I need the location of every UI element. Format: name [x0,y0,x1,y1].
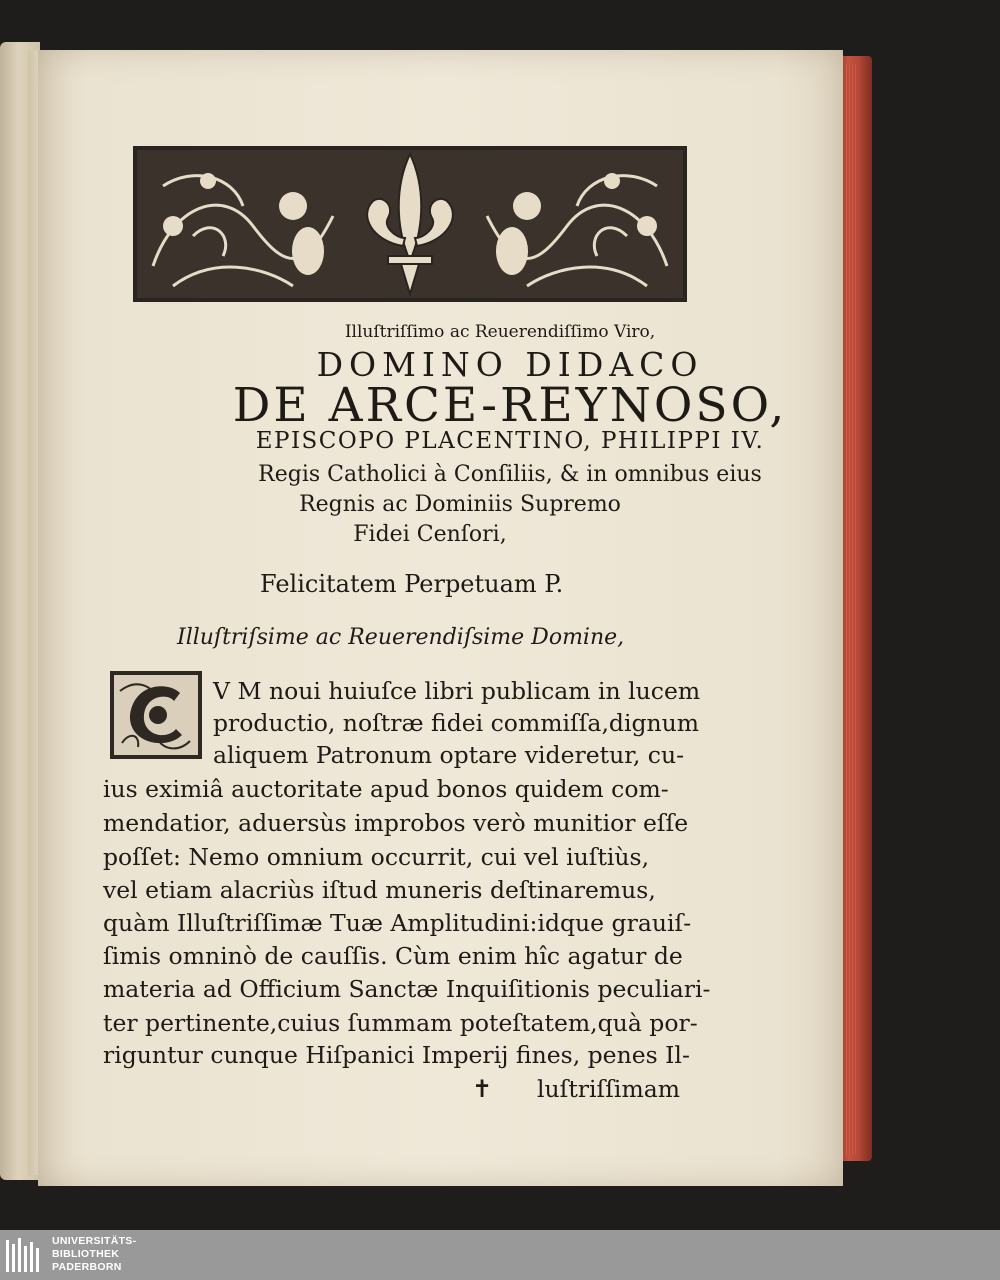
body-line-6: poſſet: Nemo omnium occurrit, cui vel iuſtiùs, [103,843,650,871]
library-name-line3: PADERBORN [52,1261,122,1273]
library-name [52,1235,252,1274]
dedicatee-title: EPISCOPO PLACENTINO, PHILIPPI IV. [255,428,765,454]
address-line: Illuſtriſsime ac Reuerendiſsime Domine, [177,625,625,650]
library-name-line2: BIBLIOTHEK [52,1248,120,1260]
body-line-3: aliquem Patronum optare videretur, cu- [213,741,685,769]
library-logo-icon [4,1234,44,1276]
body-line-7: vel etiam alacriùs iſtud muneris deſtinaremus, [103,876,656,904]
catchword: luſtriſſimam [537,1075,681,1103]
decorated-initial-c [110,671,202,759]
dedicatee-name-line1: DOMINO DIDACO [316,345,704,384]
headpiece-ornament [133,146,687,302]
body-line-10: materia ad Officium Sanctæ Inquiſitionis peculiari- [103,975,711,1003]
body-line-2: productio, noſtræ fidei commiſſa,dignum [213,709,700,737]
fore-edge-pages [846,64,858,1154]
dedicatee-office-line3: Fidei Cenſori, [353,522,507,547]
body-line-1: V M noui huiuſce libri publicam in lucem [213,677,701,705]
dedicatee-office-line2: Regnis ac Dominiis Supremo [299,492,621,517]
body-line-5: mendatior, aduersùs improbos verò munitior eſſe [103,809,689,837]
dedicatee-name-line2: DE ARCE-REYNOSO, [232,378,788,433]
body-line-8: quàm Illuſtriſſimæ Tuæ Amplitudini:idque grauiſ- [103,909,692,937]
library-name-line1: UNIVERSITÄTS- [52,1235,137,1247]
body-line-9: ſimis omninò de cauſſis. Cùm enim hîc agatur de [103,942,683,970]
body-line-11: ter pertinente,cuius ſummam poteſtatem,quà por- [103,1009,698,1037]
signature-mark: ✝ [472,1075,493,1103]
library-footer-bar [0,1230,1000,1280]
dedicatee-salutation: Illuſtriſſimo ac Reuerendiſſimo Viro, [344,322,656,342]
greeting: Felicitatem Perpetuam P. [260,570,564,598]
body-line-4: ius eximiâ auctoritate apud bonos quidem com- [103,775,669,803]
dedicatee-office-line1: Regis Catholici à Conſiliis, & in omnibus eius [258,462,762,487]
body-line-12: riguntur cunque Hiſpanici Imperij fines, penes Il- [103,1041,690,1069]
